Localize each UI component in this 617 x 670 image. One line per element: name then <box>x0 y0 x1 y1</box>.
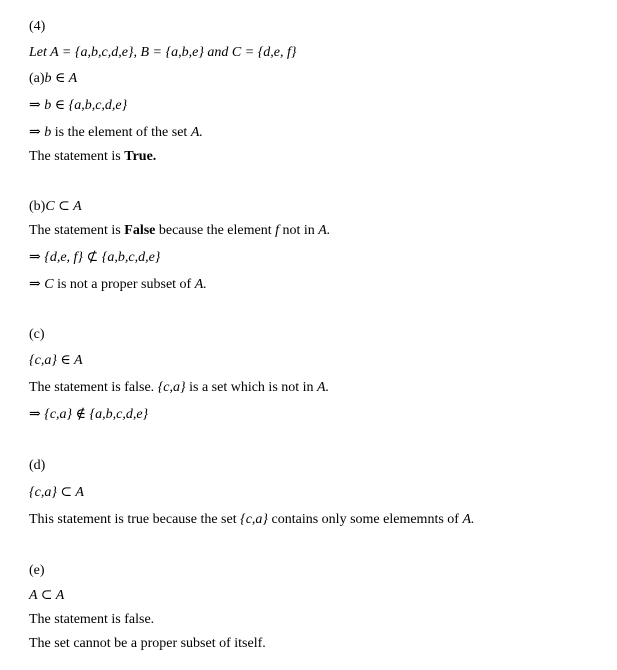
intro-line: Let A = {a,b,c,d,e}, B = {a,b,e} and C = {d,e, f} <box>29 45 297 60</box>
part-d-reason-prefix: This statement is true because the set <box>29 512 241 527</box>
part-b-reason-end: not in <box>278 223 319 238</box>
part-d-reason-end: A. <box>462 512 475 527</box>
part-c-label: (c) <box>29 327 45 342</box>
part-e-claim: A ⊂ A <box>29 588 65 603</box>
part-b-step1: ⇒ {d,e, f} ⊄ {a,b,c,d,e} <box>29 250 161 265</box>
part-b-label <box>29 198 82 216</box>
part-a-conclusion-prefix: The statement is <box>29 149 125 164</box>
part-c-step1: ⇒ {c,a} ∉ {a,b,c,d,e} <box>29 407 149 422</box>
part-a-label <box>29 70 77 88</box>
part-a-number: (a) <box>29 71 45 86</box>
part-c-reason <box>29 379 329 397</box>
part-a-conclusion-value: True. <box>124 149 157 164</box>
part-a-step1: ⇒ b ∈ {a,b,c,d,e} <box>29 98 128 113</box>
part-c-reason-set: {c,a} <box>157 380 186 395</box>
part-b-claim: C ⊂ A <box>45 199 82 214</box>
part-a-step2 <box>29 124 203 142</box>
part-d-claim: {c,a} ⊂ A <box>29 485 84 500</box>
part-b-reason-set: A. <box>318 223 331 238</box>
part-b-step2-text: is not a proper subset of <box>53 277 195 292</box>
part-a-step2-set: A. <box>190 125 203 140</box>
part-e-line1: The statement is false. <box>29 612 155 627</box>
part-d-reason <box>29 511 475 529</box>
part-d-reason-text: contains only some elememnts of <box>268 512 463 527</box>
part-b-reason-elem: f <box>275 223 279 238</box>
part-d-label: (d) <box>29 458 46 473</box>
part-a-step2-prefix: ⇒ b <box>29 125 52 140</box>
part-b-number: (b) <box>29 199 46 214</box>
question-number: (4) <box>29 19 46 34</box>
part-b-step2-prefix: ⇒ C <box>29 277 54 292</box>
part-a-step2-text: is the element of the set <box>51 125 191 140</box>
part-b-step2-set: A. <box>194 277 207 292</box>
part-d-reason-set: {c,a} <box>240 512 269 527</box>
part-b-step2 <box>29 276 207 294</box>
part-b-reason-text: because the element <box>155 223 276 238</box>
part-e-label: (e) <box>29 563 45 578</box>
part-c-reason-prefix: The statement is false. <box>29 380 158 395</box>
part-c-claim: {c,a} ∈ A <box>29 353 83 368</box>
part-a-conclusion <box>29 148 156 166</box>
part-b-reason <box>29 222 330 240</box>
part-b-reason-value: False <box>124 223 156 238</box>
part-e-line2: The set cannot be a proper subset of itself. <box>29 636 266 651</box>
part-c-reason-end: A. <box>317 380 330 395</box>
part-a-claim: b ∈ A <box>44 71 78 86</box>
part-c-reason-text: is a set which is not in <box>185 380 318 395</box>
part-b-reason-prefix: The statement is <box>29 223 125 238</box>
